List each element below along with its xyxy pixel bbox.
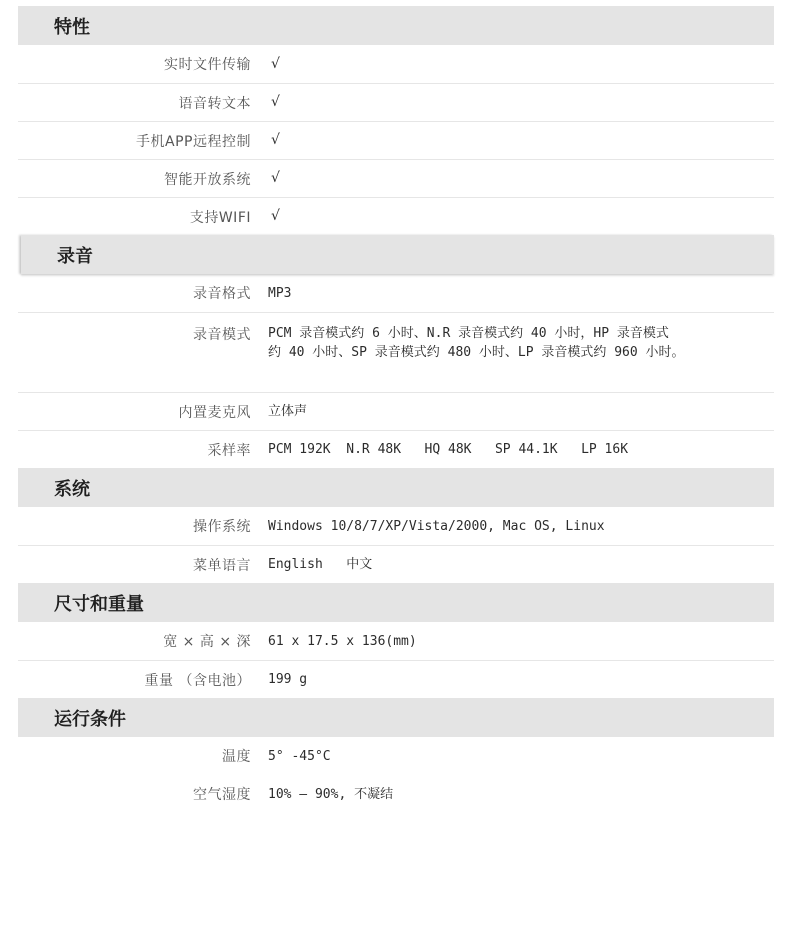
spec-value: Windows 10/8/7/XP/Vista/2000, Mac OS, Linux: [268, 518, 605, 534]
check-mark: √: [271, 132, 280, 148]
check-mark: √: [271, 170, 280, 186]
spec-value: MP3: [268, 285, 292, 301]
spec-row: [18, 45, 774, 83]
spec-row: [18, 507, 774, 545]
spec-row: [18, 197, 774, 235]
spec-row: [18, 737, 774, 775]
spec-label: 语音转文本: [178, 95, 251, 112]
spec-label: 空气湿度: [193, 787, 251, 803]
section-header-operating-conditions: 运行条件: [18, 698, 774, 737]
spec-label: 采样率: [207, 442, 251, 459]
section-header-features: 特性: [18, 6, 774, 45]
spec-label: 实时文件传输: [164, 57, 251, 73]
check-mark: √: [271, 55, 280, 72]
spec-row: [18, 545, 774, 583]
spec-label: 内置麦克风: [178, 404, 251, 421]
spec-row: [18, 312, 774, 392]
spec-row: [18, 121, 774, 159]
spec-label: 智能开放系统: [164, 171, 251, 188]
section-header-size-weight: 尺寸和重量: [18, 583, 774, 622]
spec-label: 录音模式: [193, 327, 251, 343]
spec-label: 操作系统: [193, 519, 251, 535]
spec-value: PCM 录音模式约 6 小时、N.R 录音模式约 40 小时，HP 录音模式 约 40 小时、SP 录音模式约 480 小时、LP 录音模式约 960 小时。: [268, 326, 685, 360]
check-mark: √: [271, 94, 280, 110]
spec-label: 支持WIFI: [189, 209, 251, 226]
spec-row: [18, 83, 774, 121]
spec-row: [18, 660, 774, 698]
spec-row: [18, 430, 774, 468]
spec-label: 录音格式: [193, 286, 251, 302]
spec-label: 重量 （含电池）: [144, 672, 251, 689]
spec-value: PCM 192K N.R 48K HQ 48K SP 44.1K LP 16K: [268, 442, 629, 457]
spec-label: 宽 × 高 × 深: [163, 634, 251, 650]
spec-row: [18, 775, 774, 813]
spec-value: 199 g: [268, 672, 308, 687]
spec-label: 菜单语言: [193, 557, 251, 574]
spec-label: 手机APP远程控制: [136, 133, 251, 150]
spec-value: 立体声: [268, 404, 308, 419]
spec-row: [18, 622, 774, 660]
spec-row: [18, 159, 774, 197]
check-mark: √: [271, 208, 280, 224]
spec-value: 10% — 90%, 不凝结: [268, 786, 394, 802]
spec-row: [18, 274, 774, 312]
section-header-recording: 录音: [21, 235, 774, 274]
section-header-system: 系统: [18, 468, 774, 507]
spec-sheet: [18, 6, 774, 813]
spec-value: 5° -45°C: [268, 748, 331, 764]
spec-value: 61 x 17.5 x 136(mm): [268, 633, 417, 649]
spec-row: [18, 392, 774, 430]
spec-label: 温度: [222, 749, 251, 765]
spec-value: English 中文: [268, 557, 373, 572]
